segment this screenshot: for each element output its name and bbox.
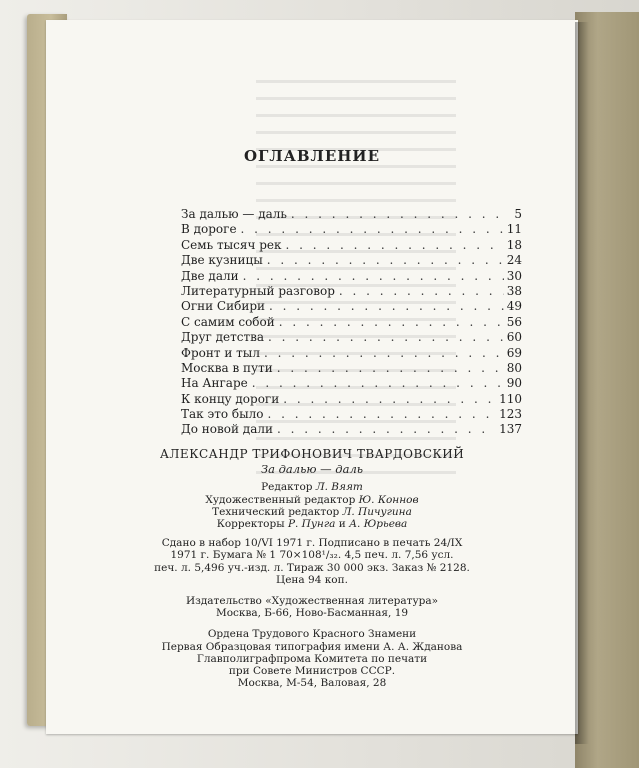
- editor-line: [46, 481, 578, 493]
- toc-leader-dots: [264, 346, 504, 361]
- contents-title: ОГЛАВЛЕНИЕ: [243, 147, 381, 165]
- toc-leader-dots: [291, 207, 505, 222]
- editor-role: Редактор: [261, 481, 313, 494]
- toc-entry-page: 137: [499, 422, 522, 437]
- toc-leader-dots: [339, 284, 504, 299]
- toc-entry-title: Огни Сибири: [181, 299, 266, 314]
- page-gutter-shadow: [575, 22, 589, 744]
- print-line-1: Сдано в набор 10/VI 1971 г. Подписано в печать 24/IX: [161, 537, 463, 550]
- toc-leader-dots: [285, 238, 503, 253]
- print-line-2: 1971 г. Бумага № 1 70×108¹/₃₂. 4,5 печ. л. 7,56 усл.: [170, 549, 454, 562]
- toc-entry-title: Москва в пути: [181, 360, 273, 375]
- book-title: За далью — даль: [260, 462, 364, 477]
- toc-leader-dots: [252, 376, 504, 391]
- toc-entry: [181, 315, 522, 330]
- editor-name: Л. Вяят: [315, 481, 363, 494]
- toc-entry-page: 123: [499, 407, 522, 422]
- toc-leader-dots: [283, 392, 496, 407]
- toc-entry-page: 90: [506, 376, 522, 391]
- toc-entry: [181, 330, 522, 345]
- toc-entry: [181, 269, 522, 284]
- toc-entry-page: 80: [506, 360, 522, 375]
- art-editor-name: Ю. Коннов: [358, 493, 419, 506]
- toc-entry-page: 11: [506, 222, 522, 237]
- toc-entry-page: 56: [506, 314, 522, 329]
- toc-entry: [181, 376, 522, 391]
- toc-entry-page: 60: [506, 330, 522, 345]
- toc-entry-title: За далью — даль: [181, 207, 287, 221]
- toc-entry-page: 5: [514, 207, 522, 221]
- toc-leader-dots: [277, 422, 496, 437]
- art-editor-line: [46, 494, 578, 506]
- toc-leader-dots: [277, 361, 504, 376]
- art-editor-role: Художественный редактор: [205, 493, 356, 506]
- toc-entry: [181, 299, 522, 314]
- toc-entry-page: 38: [506, 283, 522, 298]
- printer-line-1: Ордена Трудового Красного Знамени: [207, 628, 417, 641]
- toc-entry-page: 18: [506, 237, 522, 252]
- toc-leader-dots: [269, 299, 504, 314]
- toc-entry-title: Семь тысяч рек: [181, 237, 282, 252]
- toc-leader-dots: [268, 407, 497, 422]
- toc-entry-page: 30: [506, 268, 522, 283]
- price-line: Цена 94 коп.: [276, 573, 348, 586]
- toc-entry-title: Друг детства: [181, 330, 264, 345]
- toc-entry: [181, 422, 522, 437]
- toc-leader-dots: [267, 253, 504, 268]
- tech-editor-line: [46, 506, 578, 518]
- publisher-line-2: Москва, Б-66, Ново-Басманная, 19: [215, 607, 409, 620]
- printer-line-5: Москва, М-54, Валовая, 28: [237, 677, 387, 690]
- printer-line-2: Первая Образцовая типография имени А. А. Жданова: [161, 640, 463, 653]
- proofreader-2: А. Юрьева: [349, 518, 408, 531]
- toc-entry: [181, 392, 522, 407]
- toc-entry: [181, 207, 522, 222]
- publisher-line-1: Издательство «Художественная литература»: [185, 595, 439, 608]
- author-name: АЛЕКСАНДР ТРИФОНОВИЧ ТВАРДОВСКИЙ: [159, 447, 465, 461]
- toc-leader-dots: [279, 315, 504, 330]
- toc-leader-dots: [241, 222, 504, 237]
- toc-entry-page: 24: [506, 253, 522, 268]
- toc-leader-dots: [243, 269, 504, 284]
- toc-entry-page: 49: [506, 299, 522, 314]
- colophon: [46, 448, 578, 689]
- toc-entry-title: Две кузницы: [181, 253, 263, 268]
- book-page: [46, 20, 578, 734]
- proofreaders-and: и: [338, 518, 346, 531]
- toc-leader-dots: [268, 330, 504, 345]
- toc-entry: [181, 407, 522, 422]
- printer-line-4: при Совете Министров СССР.: [228, 665, 396, 678]
- tech-editor-name: Л. Пичугина: [342, 505, 412, 518]
- toc-entry-title: Фронт и тыл: [181, 345, 260, 360]
- proofreader-1: Р. Пунга: [287, 518, 336, 531]
- toc-entry-title: К концу дороги: [181, 391, 280, 406]
- proofreaders-line: [46, 518, 578, 530]
- toc-entry: [181, 238, 522, 253]
- toc-entry: [181, 284, 522, 299]
- toc-entry-title: Две дали: [181, 268, 239, 283]
- toc-entry-title: Так это было: [181, 407, 264, 422]
- toc-entry: [181, 222, 522, 237]
- printer-line-3: Главполиграфпрома Комитета по печати: [196, 652, 428, 665]
- toc-entry-page: 69: [506, 345, 522, 360]
- print-line-3: печ. л. 5,496 уч.-изд. л. Тираж 30 000 экз. Заказ № 2128.: [154, 561, 470, 574]
- toc-entry-title: На Ангаре: [181, 376, 248, 391]
- toc-entry-title: С самим собой: [181, 314, 275, 329]
- table-of-contents: [181, 207, 522, 438]
- tech-editor-role: Технический редактор: [212, 505, 340, 518]
- toc-entry: [181, 346, 522, 361]
- proofreaders-role: Корректоры: [216, 518, 285, 531]
- toc-entry: [181, 253, 522, 268]
- toc-entry-title: До новой дали: [181, 422, 273, 437]
- toc-entry-title: В дороге: [181, 222, 237, 237]
- toc-entry-page: 110: [499, 391, 522, 406]
- toc-entry: [181, 361, 522, 376]
- toc-entry-title: Литературный разговор: [181, 283, 335, 298]
